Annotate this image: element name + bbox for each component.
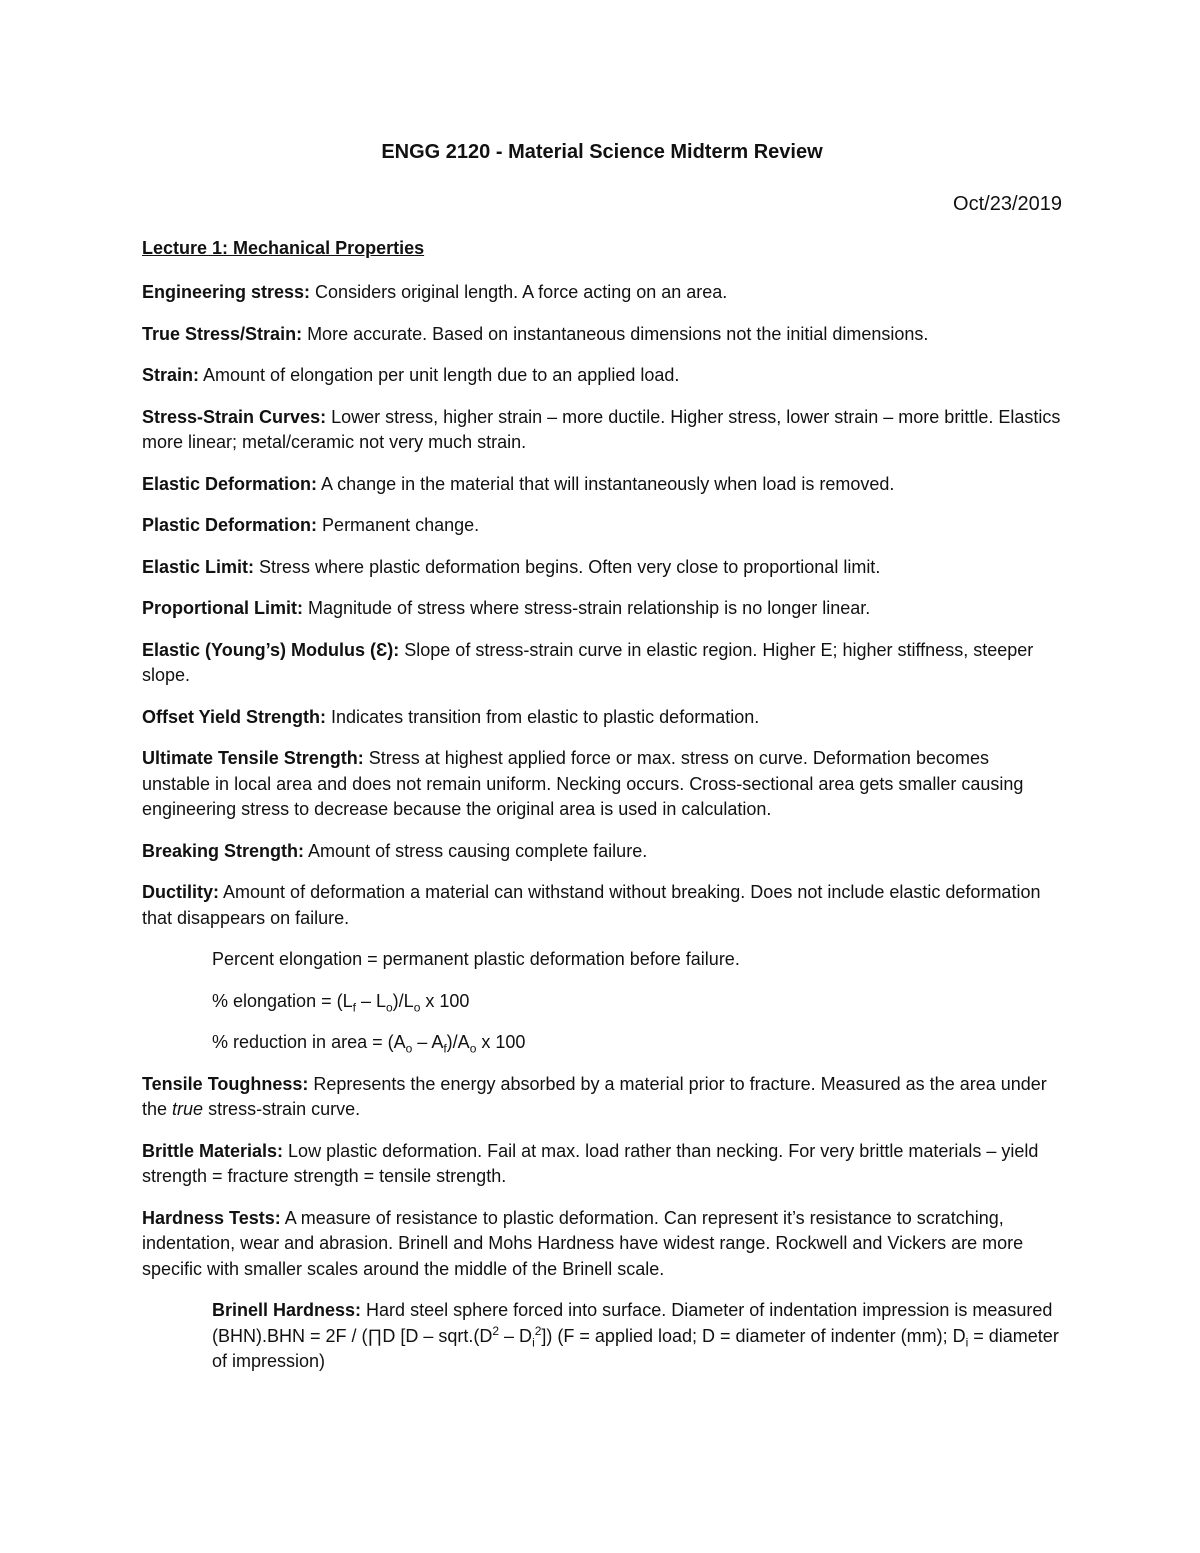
- entry-brittle-materials: [142, 1139, 1062, 1190]
- entry-term: Ductility:: [142, 882, 220, 902]
- formula-superscript: 2: [492, 1323, 500, 1338]
- formula-superscript: 2: [534, 1323, 542, 1338]
- entry-ductility: [142, 880, 1062, 931]
- entry-text: ]) (F = applied load; D = diameter of indenter (mm); D: [541, 1325, 966, 1346]
- entry-stress-strain-curves: [142, 405, 1062, 456]
- entry-term: Strain:: [142, 365, 200, 385]
- entry-term: Breaking Strength:: [142, 840, 305, 861]
- formula-part: – L: [355, 990, 386, 1011]
- formula-percent-elongation: [142, 989, 1062, 1015]
- entry-term: Offset Yield Strength:: [142, 706, 327, 727]
- formula-part: % elongation = (L: [212, 990, 353, 1011]
- entry-elastic-modulus: [142, 638, 1062, 689]
- formula-subscript: f: [443, 1041, 447, 1056]
- entry-strain: [142, 363, 1062, 389]
- formula-subscript: o: [469, 1041, 477, 1056]
- formula-subscript: o: [385, 1000, 393, 1015]
- entry-text: Amount of deformation a material can withstand without breaking. Does not include elastic deformation that disappears on failure.: [142, 882, 1041, 928]
- entry-ultimate-tensile-strength: [142, 746, 1062, 823]
- formula-part: )/A: [446, 1032, 470, 1052]
- formula-part: )/L: [392, 990, 414, 1011]
- entry-true-stress-strain: [142, 322, 1062, 348]
- document-date: Oct/23/2019: [953, 193, 1062, 215]
- entry-text: Amount of stress causing complete failure.: [304, 840, 648, 861]
- entry-text: A change in the material that will instantaneously when load is removed.: [317, 473, 895, 494]
- entry-hardness-tests: [142, 1206, 1062, 1283]
- entry-term: Brittle Materials:: [142, 1140, 284, 1161]
- entry-text: Low plastic deformation. Fail at max. load rather than necking. For very brittle materials – yield strength = fracture strength = tensile strength.: [142, 1140, 1039, 1186]
- entry-text: Stress at highest applied force or max. stress on curve. Deformation becomes unstable in local area and does not remain uniform. Necking occurs. Cross-sectional area gets smaller causing engineering stress to decrease because the original area is used in calculation.: [142, 748, 1024, 819]
- entry-term: Brinell Hardness:: [212, 1300, 362, 1320]
- entry-text: Amount of elongation per unit length due to an applied load.: [199, 365, 680, 385]
- entry-breaking-strength: [142, 839, 1062, 865]
- entry-elastic-limit: [142, 555, 1062, 581]
- formula-part: x 100: [420, 990, 470, 1011]
- entry-text: – D: [499, 1325, 533, 1346]
- formula-reduction-in-area: [142, 1030, 1062, 1056]
- entry-offset-yield-strength: [142, 705, 1062, 731]
- formula-subscript: o: [405, 1041, 413, 1056]
- entry-text: Lower stress, higher strain – more ductile. Higher stress, lower strain – more brittle. Elastics more linear; metal/ceramic not very much strain.: [142, 406, 1061, 452]
- entry-text: Hard steel sphere forced into surface. Diameter of indentation impression is measured (BHN).BHN = 2F / (∏D [D – sqrt.(D: [212, 1300, 1053, 1346]
- entry-proportional-limit: [142, 596, 1062, 622]
- entry-term: Plastic Deformation:: [142, 515, 318, 535]
- entry-term: Elastic Limit:: [142, 556, 255, 577]
- document-body: [142, 140, 1062, 1375]
- lecture-heading: Lecture 1: Mechanical Properties: [142, 238, 425, 258]
- formula-subscript: i: [965, 1335, 969, 1350]
- entry-text: Stress where plastic deformation begins. Often very close to proportional limit.: [254, 556, 881, 577]
- formula-subscript: o: [413, 1000, 421, 1015]
- entry-brinell-hardness: [142, 1298, 1062, 1375]
- entry-text: Represents the energy absorbed by a material prior to fracture. Measured as the area under the: [142, 1073, 1047, 1119]
- entry-plastic-deformation: [142, 513, 1062, 539]
- entry-text: Magnitude of stress where stress-strain relationship is no longer linear.: [303, 598, 871, 618]
- formula-subscript: f: [352, 1000, 356, 1015]
- entry-term: Proportional Limit:: [142, 598, 303, 618]
- entry-text: Slope of stress-strain curve in elastic region. Higher E; higher stiffness, steeper slope.: [142, 639, 1034, 685]
- entry-term: Tensile Toughness:: [142, 1073, 309, 1094]
- entry-text-italic: true: [172, 1099, 204, 1119]
- document-title: ENGG 2120 - Material Science Midterm Review: [381, 141, 823, 163]
- entry-term: Hardness Tests:: [142, 1207, 281, 1228]
- entry-term: Elastic Deformation:: [142, 473, 318, 494]
- entry-term: Stress-Strain Curves:: [142, 406, 327, 427]
- formula-subscript: i: [532, 1335, 535, 1350]
- entry-text: More accurate. Based on instantaneous dimensions not the initial dimensions.: [302, 323, 929, 344]
- formula-part: x 100: [476, 1032, 526, 1052]
- entry-term: Ultimate Tensile Strength:: [142, 748, 364, 768]
- entry-term: Engineering stress:: [142, 282, 311, 302]
- entry-text: Permanent change.: [317, 515, 480, 535]
- entry-elastic-deformation: [142, 472, 1062, 498]
- entry-term: Elastic (Young’s) Modulus (Ɛ):: [142, 639, 400, 660]
- entry-engineering-stress: [142, 280, 1062, 306]
- entry-text: A measure of resistance to plastic deformation. Can represent it’s resistance to scratching, indentation, wear and abrasion. Brinell and Mohs Hardness have widest range. Rockwell and Vickers are more specific with smaller scales around the middle of the Brinell scale.: [142, 1207, 1024, 1279]
- entry-text: = diameter of impression): [212, 1325, 1059, 1371]
- entry-tensile-toughness: [142, 1072, 1062, 1123]
- entry-text: stress-strain curve.: [203, 1099, 361, 1119]
- formula-percent-elongation-definition: Percent elongation = permanent plastic deformation before failure.: [212, 949, 740, 969]
- entry-text: Indicates transition from elastic to plastic deformation.: [326, 706, 760, 727]
- formula-part: % reduction in area = (A: [212, 1032, 406, 1052]
- entry-term: True Stress/Strain:: [142, 323, 303, 344]
- formula-part: – A: [412, 1032, 444, 1052]
- entry-text: Considers original length. A force acting on an area.: [310, 282, 728, 302]
